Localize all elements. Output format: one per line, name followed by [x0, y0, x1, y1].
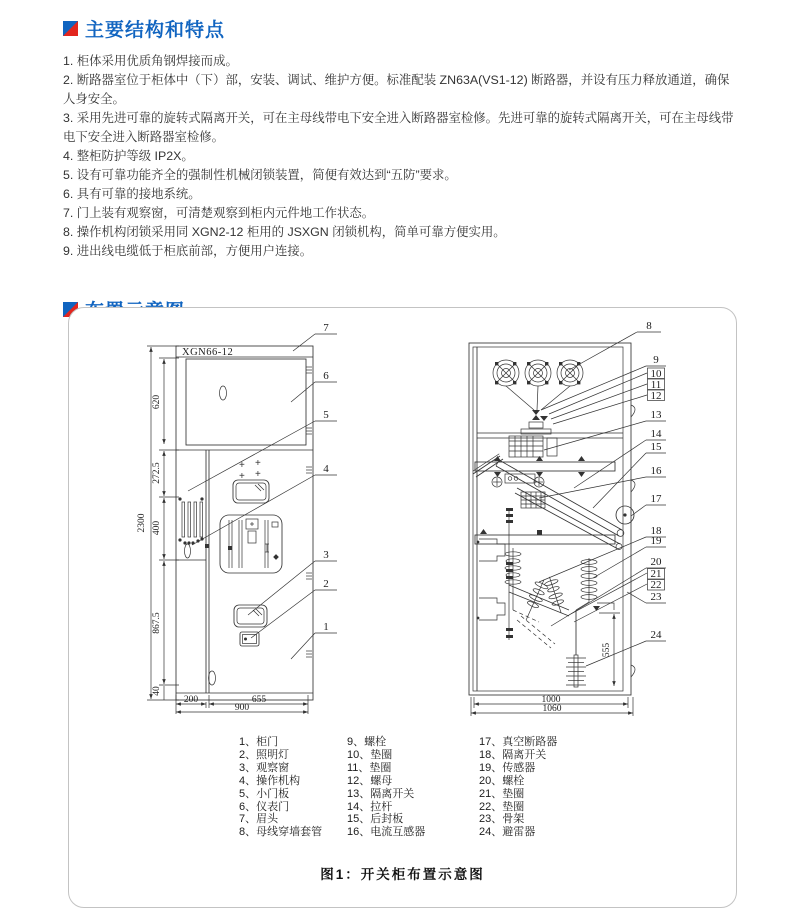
- legend-item: 10、垫圈: [347, 748, 393, 761]
- dim-label-1000: 1000: [541, 695, 561, 705]
- section-features-title: 主要结构和特点: [85, 20, 226, 41]
- callout-21: 21: [650, 568, 662, 580]
- callout-23: 23: [650, 591, 662, 603]
- svg-text:+: +: [255, 458, 261, 469]
- legend-item: 19、传感器: [479, 761, 536, 774]
- callout-13: 13: [650, 409, 662, 421]
- callout-3: 3: [323, 549, 329, 561]
- section-marker-icon: [63, 21, 78, 36]
- feature-item: 6. 具有可靠的接地系统。: [63, 187, 201, 201]
- upper-door: [186, 359, 306, 445]
- legend-item: 7、眉头: [239, 813, 279, 826]
- callout-24: 24: [650, 629, 662, 641]
- legend-item: 1、柜门: [239, 736, 279, 748]
- legend-item: 2、照明灯: [239, 748, 290, 761]
- callout-5: 5: [323, 409, 329, 421]
- legend-item: 20、螺栓: [479, 774, 525, 787]
- feature-item: 3. 采用先进可靠的旋转式隔离开关，可在主母线带电下安全进入断路器室检修。先进可靠的旋转式隔离开关，可在主母线带电下安全进入断路器室检修。: [63, 111, 734, 144]
- frame-outline: [469, 343, 631, 695]
- front-view-callout-leaders: [188, 334, 337, 659]
- legend-item: 13、隔离开关: [347, 787, 415, 800]
- dim-label-555: 555: [602, 642, 612, 658]
- legend-item: 12、螺母: [347, 774, 393, 787]
- feature-item: 2. 断路器室位于柜体中（下）部，安装、调试、维护方便。标准配装 ZN63A(VS1-12) 断路器，并设有压力释放通道，确保人身安全。: [63, 73, 730, 106]
- hinge-marks: [306, 367, 312, 657]
- feature-item: 4. 整柜防护等级 IP2X。: [63, 149, 194, 163]
- legend-item: 8、母线穿墙套管: [239, 826, 323, 839]
- legend-column-3: [479, 736, 557, 839]
- front-view-drawing: [137, 322, 337, 714]
- feature-list: [63, 52, 739, 261]
- breaker-coil: [509, 436, 557, 457]
- figure-box: [68, 307, 737, 908]
- feature-item: 8. 操作机构闭锁采用同 XGN2-12 柜用的 JSXGN 闭锁机构，简单可靠方便实用。: [63, 225, 506, 239]
- legend-item: 9、螺栓: [347, 736, 387, 748]
- legend-item: 11、垫圈: [347, 761, 392, 774]
- feature-item: 7. 门上装有观察窗，可清楚观察到柜内元件地工作状态。: [63, 206, 375, 220]
- legend-item: 21、垫圈: [479, 787, 525, 800]
- arrester: [566, 655, 586, 687]
- dim-label-1060: 1060: [542, 704, 562, 714]
- left-brackets: [477, 539, 505, 620]
- legend-item: 24、避雷器: [479, 826, 536, 839]
- callout-19: 19: [650, 535, 662, 547]
- legend-column-1: [239, 736, 322, 839]
- callout-12: 12: [650, 390, 662, 402]
- callout-16: 16: [650, 465, 662, 477]
- upper-window: [233, 480, 269, 503]
- legend-item: 16、电流互感器: [347, 826, 426, 839]
- side-view-drawing: [469, 320, 666, 716]
- bolt-columns: [506, 508, 513, 640]
- feature-item: 9. 进出线电缆低于柜底前部，方便用户连接。: [63, 244, 313, 258]
- dim-label-40: 40: [152, 686, 162, 696]
- callout-15: 15: [650, 441, 662, 453]
- callout-20: 20: [650, 556, 662, 568]
- callout-14: 14: [650, 428, 662, 440]
- dim-label-2300: 2300: [137, 513, 147, 533]
- sensor-spring: [581, 558, 597, 602]
- callout-4: 4: [323, 463, 329, 475]
- legend-item: 15、后封板: [347, 813, 404, 826]
- model-label: XGN66-12: [182, 347, 234, 358]
- svg-text:+: +: [255, 469, 261, 480]
- legend-item: 18、隔离开关: [479, 748, 547, 761]
- section-features-header: [63, 15, 800, 42]
- dim-label-200: 200: [183, 695, 199, 705]
- dim-label-400: 400: [152, 520, 162, 536]
- legend-item: 22、垫圈: [479, 800, 525, 813]
- svg-text:+: +: [239, 471, 245, 482]
- legend-item: 17、真空断路器: [479, 736, 558, 748]
- spring-coil-upper: [521, 492, 545, 508]
- legend-item: 3、观察窗: [239, 761, 290, 774]
- feature-item: 5. 设有可靠功能齐全的强制性机械闭锁装置，简便有效达到“五防”要求。: [63, 168, 457, 182]
- dim-label-900: 900: [234, 703, 250, 713]
- legend-column-2: [347, 736, 425, 839]
- dim-label-272-5: 272.5: [152, 462, 162, 484]
- callout-10: 10: [650, 368, 662, 380]
- feature-item: 1. 柜体采用优质角钢焊接而成。: [63, 54, 238, 68]
- insulator-stack: [505, 548, 568, 648]
- dim-label-655: 655: [251, 695, 267, 705]
- section-features: [0, 0, 800, 261]
- callout-18: 18: [650, 525, 662, 537]
- legend-item: 5、小门板: [239, 787, 290, 800]
- callout-17: 17: [650, 493, 662, 505]
- side-view-callout-leaders: [539, 332, 666, 666]
- legend-item: 4、操作机构: [239, 774, 301, 787]
- legend-item: 23、骨架: [479, 813, 525, 826]
- figure-caption: 图1：开关柜布置示意图: [320, 867, 485, 882]
- vent-grille: [178, 497, 203, 544]
- dim-label-620: 620: [152, 394, 162, 410]
- legend-item: 6、仪表门: [239, 800, 290, 813]
- switchgear-diagram: [69, 310, 736, 735]
- svg-text:+: +: [239, 460, 245, 471]
- callout-22: 22: [650, 579, 662, 591]
- legend-item: 14、拉杆: [347, 800, 393, 813]
- callout-9: 9: [653, 354, 659, 366]
- callout-7: 7: [323, 322, 329, 334]
- dim-label-867-5: 867.5: [152, 612, 162, 634]
- busbar-bolt-stack: [521, 410, 551, 434]
- callout-6: 6: [323, 370, 329, 382]
- callout-1: 1: [323, 621, 329, 633]
- callout-8: 8: [646, 320, 652, 332]
- callout-2: 2: [323, 578, 329, 590]
- callout-11: 11: [650, 379, 662, 391]
- bushing-group: [493, 360, 583, 410]
- lower-window: [234, 605, 267, 627]
- side-door: [631, 405, 635, 677]
